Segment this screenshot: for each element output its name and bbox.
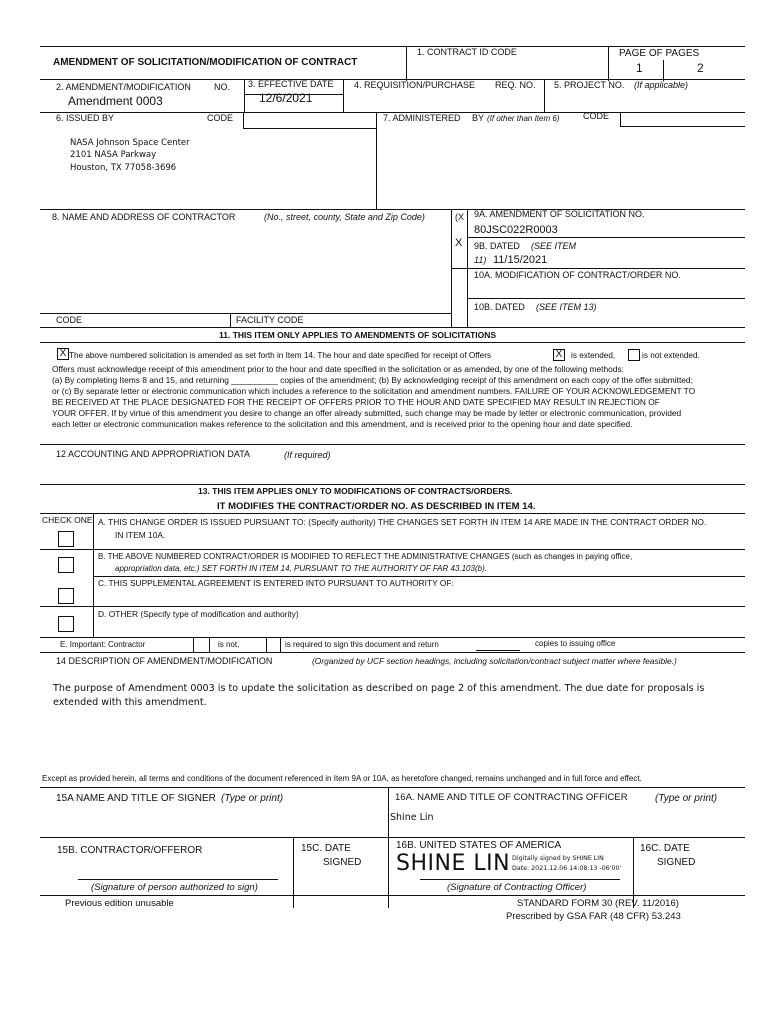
dated-10b-label: 10B. DATED (474, 302, 525, 312)
form-top-border (40, 46, 745, 47)
contractor-offeror-label: 15B. CONTRACTOR/OFFEROR (57, 845, 203, 856)
dated-9b-value: 11/15/2021 (493, 254, 548, 266)
date-15c-label: 15C. DATE (301, 843, 351, 854)
divider (467, 237, 745, 238)
amendment-label: 2. AMENDMENT/MODIFICATION (56, 82, 191, 92)
item11-line: each letter or electronic communication makes reference to the solicitation and this amendment, and is received prior to the opening hour and date specified. (52, 419, 633, 430)
not-extended-label: is not extended. (642, 351, 700, 360)
effective-date-value: 12/6/2021 (259, 91, 313, 105)
item13a-line-2: IN ITEM 10A. (115, 530, 166, 540)
item14-note: (Organized by UCF section headings, including solicitation/contract subject matter where feasible.) (312, 656, 677, 666)
item14-body-line-2: extended with this amendment. (53, 697, 207, 708)
item11-line: or (c) By separate letter or electronic communication which includes a reference to the solicitation and amendment numbers. FAILURE OF YOUR ACKNOWLEDGEMENT TO (52, 386, 696, 397)
code-label-8: CODE (56, 315, 83, 325)
divider (40, 837, 745, 838)
officer-signature[interactable]: SHINE LIN (396, 851, 511, 876)
effective-date-label: 3. EFFECTIVE DATE (248, 79, 334, 89)
checkbox-13c[interactable] (58, 588, 74, 604)
officer-label: 16A. NAME AND TITLE OF CONTRACTING OFFICER (395, 792, 628, 803)
copies-label: copies to issuing office (535, 639, 616, 648)
item14-body-line-1: The purpose of Amendment 0003 is to update the solicitation as described on page 2 of this amendment. The due date for proposals is (53, 683, 705, 694)
administered-note: (If other than Item 6) (487, 114, 560, 123)
divider (40, 606, 745, 607)
divider (388, 787, 389, 908)
item14-label: 14 DESCRIPTION OF AMENDMENT/MODIFICATION (56, 656, 273, 666)
divider (230, 313, 231, 328)
item11-line: Offers must acknowledge receipt of this amendment prior to the hour and date specified in the solicitation or as amended, by one of the following methods: (52, 364, 624, 374)
divider (40, 652, 745, 653)
item13d-line: D. OTHER (Specify type of modification and authority) (98, 609, 299, 619)
date-16c-label: 16C. DATE (640, 843, 690, 854)
contractor-note: (No., street, county, State and Zip Code) (264, 212, 425, 222)
issuer-line-3: Houston, TX 77058-3696 (70, 163, 177, 173)
by-label: BY (472, 113, 485, 123)
dated-10b-note: (SEE ITEM 13) (536, 302, 597, 312)
divider (40, 484, 745, 485)
officer-name: Shine Lin (390, 812, 434, 823)
divider (40, 327, 745, 328)
code-label-2: CODE (583, 111, 610, 121)
signature-line-contractor[interactable] (78, 879, 278, 880)
divider (293, 837, 294, 908)
item12-note: (If required) (284, 450, 331, 460)
dated-9b-note: (SEE ITEM (531, 241, 577, 251)
facility-code-label: FACILITY CODE (236, 315, 304, 325)
item13-heading-1: 13. THIS ITEM APPLIES ONLY TO MODIFICATIONS OF CONTRACTS/ORDERS. (198, 486, 513, 496)
extended-checkbox[interactable]: X (553, 349, 565, 361)
issuer-line-2: 2101 NASA Parkway (70, 150, 157, 160)
item11-line: (a) By completing Items 8 and 15, and returning __________ copies of the amendment; (b) By acknowledging receipt of this amendment on each copy of the offer submitted; (52, 375, 693, 386)
divider (40, 444, 745, 445)
item11-checkbox[interactable]: X (57, 348, 69, 360)
checkbox-13d[interactable] (58, 616, 74, 632)
signed-16c-label: SIGNED (657, 857, 696, 868)
officer-note: (Type or print) (655, 793, 718, 804)
pages-total: 2 (697, 61, 704, 75)
divider (620, 126, 745, 127)
important-label: E. Important: Contractor (60, 640, 146, 649)
amendment-value: Amendment 0003 (68, 94, 163, 108)
digital-signature-line-2: Date: 2021.12.06 14:08:13 -06'00' (512, 865, 622, 872)
divider (406, 46, 407, 81)
divider (376, 112, 377, 210)
page-of-pages-label: PAGE OF PAGES (619, 48, 700, 59)
x-check-9a: X (455, 237, 463, 249)
divider (243, 112, 244, 129)
signer-note: (Type or print) (221, 793, 284, 804)
item11-line: YOUR OFFER. If by virtue of this amendment you desire to change an offer already submitted, such change may be made by letter or electronic communication, provided (52, 408, 682, 419)
dated-9b-label: 9B. DATED (474, 241, 520, 251)
mod-10a-label: 10A. MODIFICATION OF CONTRACT/ORDER NO. (474, 270, 681, 280)
no-label: NO. (214, 82, 231, 92)
dated-9b-note-2: 11) (474, 255, 487, 265)
check-one-label: CHECK ONE (42, 515, 93, 525)
divider (544, 79, 545, 113)
signer-label: 15A NAME AND TITLE OF SIGNER (56, 793, 216, 804)
checkbox-13a[interactable] (58, 531, 74, 547)
project-note: (If applicable) (634, 80, 689, 90)
item11-line: BE RECEIVED AT THE PLACE DESIGNATED FOR THE RECEIPT OF OFFERS PRIOR TO THE HOUR AND DATE SPECIFIED MAY RESULT IN REJECTION OF (52, 397, 660, 408)
divider (40, 637, 745, 638)
item11-line-1: The above numbered solicitation is amended as set forth in Item 14. The hour and date specified for receipt of Offers (69, 351, 492, 360)
divider (40, 895, 745, 896)
contractor-label: 8. NAME AND ADDRESS OF CONTRACTOR (52, 212, 236, 222)
item13b-line-1: B. THE ABOVE NUMBERED CONTRACT/ORDER IS MODIFIED TO REFLECT THE ADMINISTRATIVE CHANGES (such as changes in paying office, (98, 552, 633, 561)
copies-blank[interactable] (476, 650, 520, 651)
prescribed-by: Prescribed by GSA FAR (48 CFR) 53.243 (506, 911, 681, 922)
divider (193, 637, 194, 652)
divider (467, 298, 745, 299)
project-label: 5. PROJECT NO. (554, 80, 625, 90)
page-number: 1 (636, 61, 643, 75)
item12-label: 12 ACCOUNTING AND APPROPRIATION DATA (56, 449, 251, 459)
divider (40, 313, 451, 314)
requisition-label: 4. REQUISITION/PURCHASE (354, 80, 476, 90)
divider (93, 576, 745, 577)
is-required-label: is required to sign this document and return (285, 640, 439, 649)
signed-15c-label: SIGNED (323, 857, 362, 868)
is-extended-label: is extended, (571, 351, 616, 360)
except-line: Except as provided herein, all terms and conditions of the document referenced in Item 9A or 10A, as heretofore changed, remains unchanged and in full force and effect. (42, 774, 642, 783)
standard-form: STANDARD FORM 30 (REV. 11/2016) (517, 898, 679, 909)
issuer-line-1: NASA Johnson Space Center (70, 138, 190, 148)
item13-heading-2: IT MODIFIES THE CONTRACT/ORDER NO. AS DESCRIBED IN ITEM 14. (217, 501, 536, 512)
divider (40, 342, 745, 343)
administered-label: 7. ADMINISTERED (383, 113, 461, 123)
item13c-line: C. THIS SUPPLEMENTAL AGREEMENT IS ENTERED INTO PURSUANT TO AUTHORITY OF: (98, 578, 454, 588)
signature-officer-caption: (Signature of Contracting Officer) (447, 882, 587, 893)
amendment-solicitation-label: 9A. AMENDMENT OF SOLICITATION NO. (474, 209, 645, 219)
contract-id-label: 1. CONTRACT ID CODE (417, 47, 517, 57)
item11-instructions (52, 364, 732, 431)
digital-signature-line-1: Digitally signed by SHINE LIN (512, 855, 604, 862)
divider (40, 513, 745, 514)
issued-by-label: 6. ISSUED BY (56, 113, 115, 123)
divider (244, 79, 245, 113)
divider (243, 128, 376, 129)
item13b-line-2: appropriation data, etc.) SET FORTH IN ITEM 14, PURSUANT TO THE AUTHORITY OF FAR 43.103(b). (115, 564, 487, 573)
divider (209, 637, 210, 652)
divider (620, 112, 621, 127)
signature-person-caption: (Signature of person authorized to sign) (91, 882, 258, 893)
usa-label: 16B. UNITED STATES OF AMERICA (396, 840, 562, 851)
signature-line-officer (420, 879, 620, 880)
checkbox-13b[interactable] (58, 557, 74, 573)
divider (451, 268, 745, 269)
req-no-label: REQ. NO. (495, 80, 536, 90)
x-mark: (X (455, 212, 464, 222)
divider (93, 513, 94, 637)
is-not-label: is not, (218, 640, 240, 649)
divider (266, 637, 267, 652)
divider (40, 549, 745, 550)
divider (280, 637, 281, 652)
previous-edition: Previous edition unusable (65, 898, 174, 909)
divider (40, 787, 745, 788)
divider (663, 60, 664, 81)
divider (343, 79, 344, 113)
code-label: CODE (207, 113, 234, 123)
divider (608, 46, 609, 81)
not-extended-checkbox[interactable] (628, 349, 640, 361)
solicitation-no: 80JSC022R0003 (474, 224, 558, 236)
item11-heading: 11. THIS ITEM ONLY APPLIES TO AMENDMENTS OF SOLICITATIONS (219, 330, 497, 340)
item13a-line-1: A. THIS CHANGE ORDER IS ISSUED PURSUANT TO: (Specify authority) THE CHANGES SET FORTH IN ITEM 14 ARE MADE IN THE CONTRACT ORDER NO. (98, 517, 707, 527)
divider (244, 94, 344, 95)
form-title: AMENDMENT OF SOLICITATION/MODIFICATION OF CONTRACT (53, 57, 358, 68)
